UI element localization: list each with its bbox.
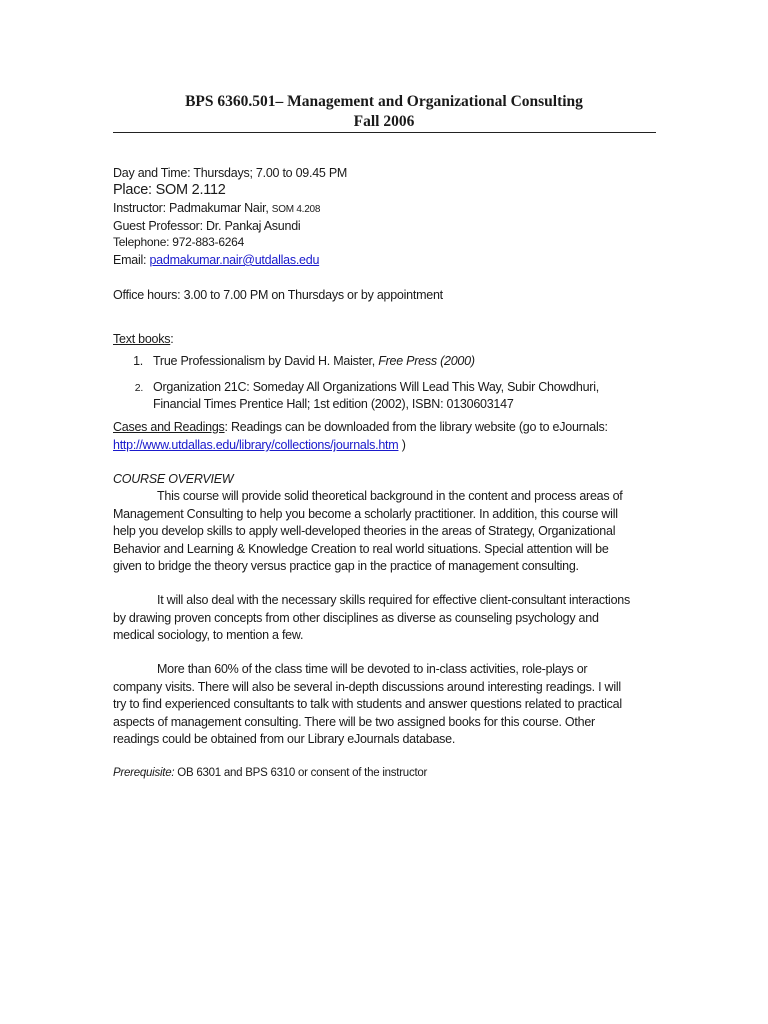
paragraph-line: It will also deal with the necessary skills required for effective client-consultant interactions [157, 593, 630, 607]
guest-professor: Guest Professor: Dr. Pankaj Asundi [113, 219, 301, 233]
cases-label: Cases and Readings [113, 420, 225, 434]
textbook-publisher: Free Press (2000) [378, 354, 475, 368]
paragraph-line: by drawing proven concepts from other disciplines as diverse as counseling psychology and [113, 610, 599, 625]
course-title: BPS 6360.501– Management and Organizational Consulting [185, 93, 583, 110]
textbook-text: Organization 21C: Someday All Organizations Will Lead This Way, Subir Chowdhuri, [153, 380, 599, 394]
textbooks-label: Text books [113, 332, 171, 346]
textbook-text-cont: Financial Times Prentice Hall; 1st edition (2002), ISBN: 0130603147 [153, 397, 514, 411]
course-term: Fall 2006 [353, 113, 415, 130]
paragraph-line: try to find experienced consultants to talk with students and answer questions related to practical [113, 697, 622, 711]
list-number: 1. [133, 354, 143, 368]
email-line [113, 252, 319, 270]
overview-paragraph-2 [113, 592, 630, 645]
instructor-office: SOM 4.208 [271, 204, 321, 215]
cases-text: : Readings can be downloaded from the library website (go to eJournals: [224, 420, 608, 434]
overview-paragraph-3 [113, 661, 622, 749]
paragraph-line: More than 60% of the class time will be devoted to in-class activities, role-plays or [157, 662, 588, 676]
paragraph-line: Behavior and Learning & Knowledge Creation to real world situations. Special attention will be [113, 541, 609, 556]
office-hours: Office hours: 3.00 to 7.00 PM on Thursdays or by appointment [113, 288, 443, 302]
prerequisite-text: OB 6301 and BPS 6310 or consent of the instructor [177, 767, 428, 779]
paragraph-line: given to bridge the theory versus practice gap in the practice of management consulting. [113, 559, 579, 573]
paragraph-line: medical sociology, to mention a few. [113, 628, 304, 642]
paragraph-line: Management Consulting to help you become a scholarly practitioner. In addition, this course will [113, 506, 618, 521]
textbook-text: True Professionalism by David H. Maister, [153, 354, 376, 368]
textbook-item [113, 379, 599, 398]
overview-paragraph-1 [113, 488, 623, 576]
textbooks-heading: Text books: [113, 332, 174, 346]
telephone: Telephone: 972-883-6264 [113, 235, 245, 249]
textbook-item [113, 353, 475, 371]
journals-link[interactable]: http://www.utdallas.edu/library/collections/journals.htm [113, 438, 399, 452]
paragraph-line: help you develop skills to apply well-developed theories in the areas of Strategy, Organizational [113, 524, 616, 538]
cases-url-line [113, 437, 406, 455]
paragraph-line: This course will provide solid theoretical background in the content and process areas of [157, 489, 623, 503]
overview-heading: COURSE OVERVIEW [113, 472, 234, 486]
place: Place: SOM 2.112 [113, 182, 226, 198]
prerequisite [113, 765, 427, 783]
email-label: Email: [113, 253, 147, 267]
paragraph-line: company visits. There will also be several in-depth discussions around interesting readings. I will [113, 679, 621, 694]
paragraph-line: readings could be obtained from our Library eJournals database. [113, 732, 456, 746]
prerequisite-label: Prerequisite: [113, 767, 175, 779]
close-paren: ) [401, 438, 406, 452]
email-link[interactable]: padmakumar.nair@utdallas.edu [149, 253, 320, 267]
cases-readings [113, 419, 608, 437]
paragraph-line: aspects of management consulting. There will be two assigned books for this course. Other [113, 714, 595, 729]
title-divider [113, 132, 656, 133]
day-time: Day and Time: Thursdays; 7.00 to 09.45 PM [113, 166, 348, 180]
instructor [113, 200, 320, 219]
list-number: 2. [134, 382, 143, 394]
instructor-name: Instructor: Padmakumar Nair, [113, 201, 269, 215]
